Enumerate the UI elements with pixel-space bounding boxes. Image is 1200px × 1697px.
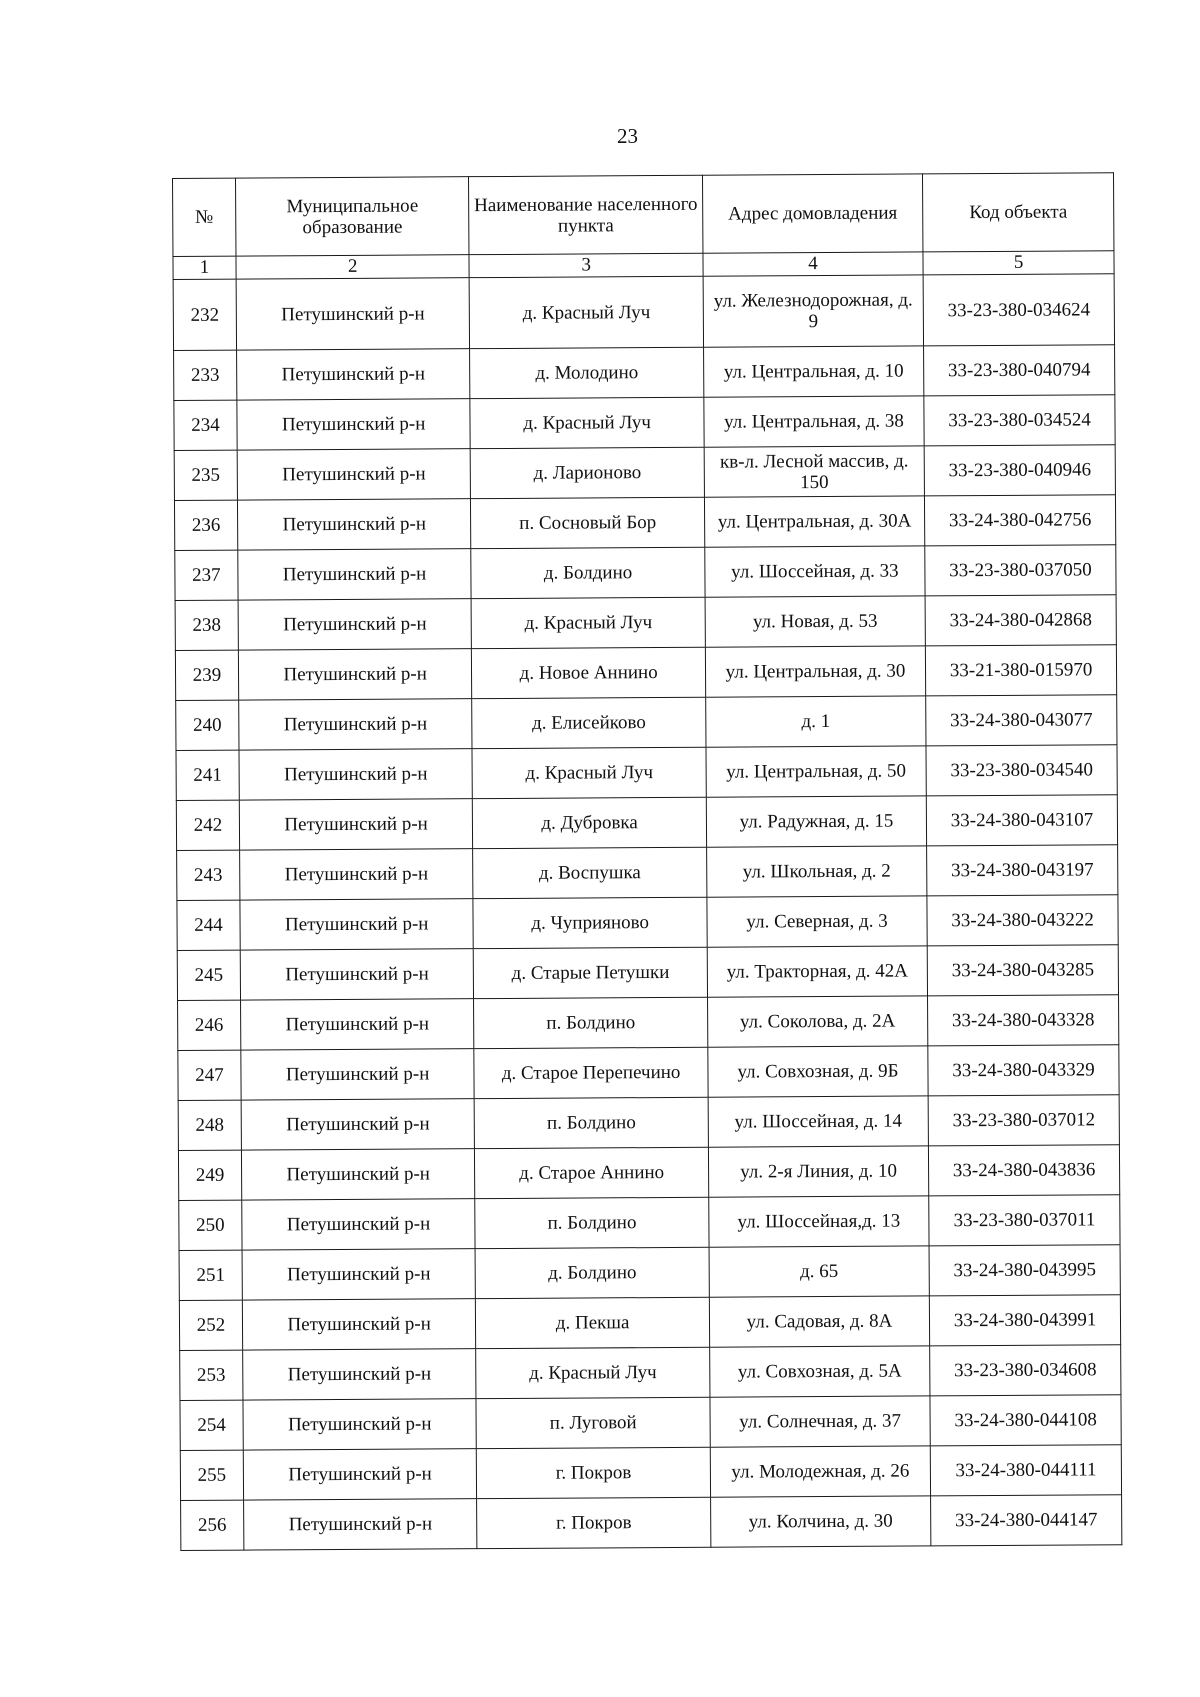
table-row [174,445,1115,501]
settlement-cell: д. Красный Луч [471,597,705,648]
row-number: 241 [176,750,239,800]
settlement-cell: д. Елисейково [472,697,706,748]
settlement-cell: д. Дубровка [473,797,707,848]
settlement-cell: д. Чуприяново [473,897,707,948]
row-number: 237 [175,550,238,600]
row-number: 255 [180,1450,243,1500]
table-row [179,1245,1120,1301]
column-number: 2 [236,255,470,279]
table-row [180,1445,1121,1501]
address-cell: ул. Тракторная, д. 42А [707,946,928,997]
table-row [177,945,1118,1001]
settlement-cell: д. Болдино [471,547,705,598]
address-cell: ул. Новая, д. 53 [705,596,926,647]
municipality-cell: Петушинский р-н [237,399,471,450]
row-number: 248 [178,1100,241,1150]
row-number: 234 [174,400,237,450]
settlement-cell: д. Красный Луч [472,747,706,798]
object-code-cell: 33-23-380-034624 [923,274,1114,346]
settlement-cell: д. Красный Луч [470,276,704,348]
settlement-cell: п. Сосновый Бор [471,497,705,548]
address-cell: ул. Совхозная, д. 5А [710,1346,931,1397]
municipality-cell: Петушинский р-н [242,1199,476,1250]
municipality-cell: Петушинский р-н [243,1499,477,1550]
row-number: 232 [173,279,236,350]
table-body [173,274,1122,1551]
table-header-row [173,173,1114,257]
municipality-cell: Петушинский р-н [239,699,473,750]
settlement-cell: д. Болдино [475,1247,709,1298]
row-number: 243 [177,850,240,900]
table-row [173,274,1114,351]
settlement-cell: д. Старое Аннино [475,1147,709,1198]
municipality-cell: Петушинский р-н [237,499,471,550]
header-municipality: Муниципальное образование [235,177,469,256]
municipality-cell: Петушинский р-н [240,999,474,1050]
municipality-cell: Петушинский р-н [236,278,470,350]
object-code-cell: 33-24-380-043329 [928,1045,1119,1096]
table-row [180,1395,1121,1451]
object-code-cell: 33-21-380-015970 [925,645,1116,696]
address-cell: ул. Шоссейная, д. 14 [708,1096,929,1147]
address-cell: д. 1 [706,696,927,747]
address-cell: ул. Солнечная, д. 37 [710,1396,931,1447]
row-number: 239 [175,650,238,700]
municipality-cell: Петушинский р-н [240,949,474,1000]
municipality-cell: Петушинский р-н [243,1349,477,1400]
column-number: 5 [923,251,1114,275]
settlement-cell: п. Болдино [475,1197,709,1248]
settlement-cell: д. Новое Аннино [472,647,706,698]
municipality-cell: Петушинский р-н [243,1449,477,1500]
municipality-cell: Петушинский р-н [238,549,472,600]
municipality-cell: Петушинский р-н [242,1299,476,1350]
objects-table [172,172,1122,1551]
address-cell: ул. Северная, д. 3 [707,896,928,947]
row-number: 247 [178,1050,241,1100]
row-number: 249 [178,1150,241,1200]
settlement-cell: д. Красный Луч [476,1347,710,1398]
settlement-cell: п. Болдино [474,997,708,1048]
settlement-cell: г. Покров [477,1497,711,1548]
object-code-cell: 33-23-380-037011 [929,1195,1120,1246]
object-code-cell: 33-24-380-042756 [925,495,1116,546]
object-code-cell: 33-23-380-037012 [928,1095,1119,1146]
object-code-cell: 33-24-380-043077 [926,695,1117,746]
row-number: 246 [178,1000,241,1050]
table-row [176,695,1117,751]
header-address: Адрес домовладения [702,174,923,253]
address-cell: ул. Центральная, д. 30 [705,646,926,697]
table-row [179,1195,1120,1251]
table-row [177,845,1118,901]
address-cell: ул. Центральная, д. 30А [704,496,925,547]
settlement-cell: д. Старое Перепечино [474,1047,708,1098]
table-row [175,595,1116,651]
municipality-cell: Петушинский р-н [237,449,471,500]
object-code-cell: 33-24-380-043836 [929,1145,1120,1196]
settlement-cell: п. Луговой [476,1397,710,1448]
row-number: 250 [179,1200,242,1250]
row-number: 238 [175,600,238,650]
settlement-cell: д. Пекша [476,1297,710,1348]
object-code-cell: 33-24-380-043285 [927,945,1118,996]
municipality-cell: Петушинский р-н [238,599,472,650]
table-row [178,995,1119,1051]
address-cell: ул. Радужная, д. 15 [706,796,927,847]
municipality-cell: Петушинский р-н [241,1149,475,1200]
table-row [174,395,1115,451]
address-cell: ул. 2-я Линия, д. 10 [708,1146,929,1197]
address-cell: ул. Колчина, д. 30 [710,1496,931,1547]
settlement-cell: д. Воспушка [473,847,707,898]
municipality-cell: Петушинский р-н [238,649,472,700]
row-number: 244 [177,900,240,950]
object-code-cell: 33-23-380-034524 [924,395,1115,446]
address-cell: ул. Шоссейная,д. 13 [709,1196,930,1247]
row-number: 236 [174,500,237,550]
object-code-cell: 33-24-380-043328 [928,995,1119,1046]
table-row [177,895,1118,951]
object-code-cell: 33-24-380-044111 [930,1445,1121,1496]
header-settlement: Наименование населенного пункта [469,175,703,254]
table-row [181,1495,1122,1551]
address-cell: ул. Садовая, д. 8А [709,1296,930,1347]
table-row [175,545,1116,601]
address-cell: д. 65 [709,1246,930,1297]
municipality-cell: Петушинский р-н [241,1049,475,1100]
municipality-cell: Петушинский р-н [242,1249,476,1300]
table-row [178,1145,1119,1201]
table-row [175,645,1116,701]
address-cell: ул. Школьная, д. 2 [706,846,927,897]
address-cell: ул. Центральная, д. 50 [706,746,927,797]
row-number: 256 [181,1500,244,1550]
object-code-cell: 33-24-380-044147 [931,1495,1122,1546]
object-code-cell: 33-24-380-043995 [929,1245,1120,1296]
table-row [180,1345,1121,1401]
row-number: 252 [179,1300,242,1350]
column-number: 4 [703,252,923,276]
table-row [176,795,1117,851]
table-row [174,345,1115,401]
row-number: 233 [174,350,237,400]
address-cell: ул. Железнодорожная, д. 9 [703,275,924,347]
header-number: № [173,178,236,256]
municipality-cell: Петушинский р-н [239,749,473,800]
object-code-cell: 33-23-380-040794 [924,345,1115,396]
object-code-cell: 33-24-380-044108 [930,1395,1121,1446]
row-number: 251 [179,1250,242,1300]
header-object-code: Код объекта [923,173,1114,252]
page-number: 23 [617,124,638,148]
object-code-cell: 33-24-380-043197 [927,845,1118,896]
row-number: 253 [180,1350,243,1400]
address-cell: ул. Молодежная, д. 26 [710,1446,931,1497]
row-number: 245 [177,950,240,1000]
municipality-cell: Петушинский р-н [240,899,474,950]
object-code-cell: 33-24-380-043222 [927,895,1118,946]
settlement-cell: д. Ларионово [471,447,705,498]
municipality-cell: Петушинский р-н [236,349,470,400]
address-cell: ул. Центральная, д. 38 [704,396,925,447]
municipality-cell: Петушинский р-н [239,799,473,850]
object-code-cell: 33-23-380-034540 [926,745,1117,796]
object-code-cell: 33-24-380-042868 [925,595,1116,646]
object-code-cell: 33-23-380-037050 [925,545,1116,596]
row-number: 254 [180,1400,243,1450]
row-number: 240 [176,700,239,750]
address-cell: ул. Центральная, д. 10 [703,346,924,397]
column-number: 3 [469,253,703,277]
table-row [179,1295,1120,1351]
row-number: 235 [174,450,237,500]
settlement-cell: г. Покров [477,1447,711,1498]
address-cell: ул. Шоссейная, д. 33 [705,546,926,597]
municipality-cell: Петушинский р-н [241,1099,475,1150]
table-row [176,745,1117,801]
address-cell: кв-л. Лесной массив, д. 150 [704,446,925,497]
municipality-cell: Петушинский р-н [243,1399,477,1450]
column-number: 1 [173,256,236,279]
address-cell: ул. Совхозная, д. 9Б [708,1046,929,1097]
settlement-cell: д. Молодино [470,347,704,398]
row-number: 242 [176,800,239,850]
address-cell: ул. Соколова, д. 2А [707,996,928,1047]
municipality-cell: Петушинский р-н [240,849,474,900]
settlement-cell: д. Красный Луч [470,397,704,448]
table-row [178,1045,1119,1101]
object-code-cell: 33-23-380-040946 [924,445,1115,496]
settlement-cell: п. Болдино [475,1097,709,1148]
object-code-cell: 33-24-380-043107 [926,795,1117,846]
object-code-cell: 33-23-380-034608 [930,1345,1121,1396]
settlement-cell: д. Старые Петушки [474,947,708,998]
table-row [178,1095,1119,1151]
object-code-cell: 33-24-380-043991 [929,1295,1120,1346]
table-row [174,495,1115,551]
